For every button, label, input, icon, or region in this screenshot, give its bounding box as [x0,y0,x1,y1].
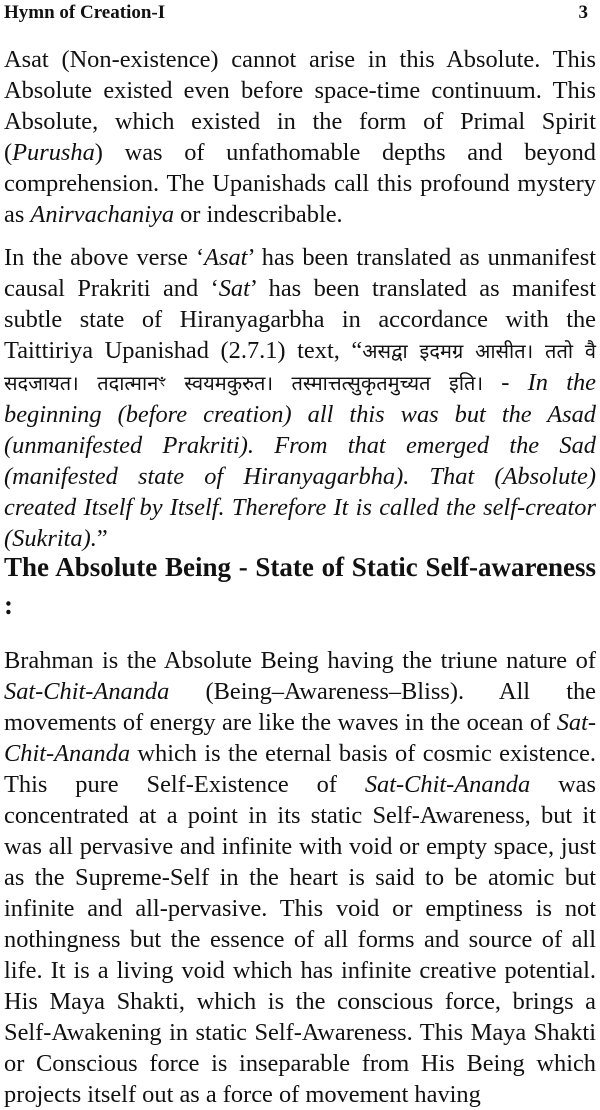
p3-text-3: which is the eternal basis of cosmic existence. This pure Self-Existence of [4,740,596,798]
p2-italic-asat: Asat [204,244,248,271]
p2-text-3: ’ has been translated as manifest subtle state of Hiranyagarbha in accordance with the Taittiriya Upanishad (2.7.1) text, “ [4,275,596,364]
p2-close-quote: ” [96,525,108,552]
running-head [4,2,596,26]
p3-italic-sat-chit-ananda-3: Sat-Chit-Ananda [364,771,531,798]
p1-italic-anirvachaniya: Anirvachaniya [30,201,175,228]
paragraph-asat-sat-translation [4,242,596,554]
sanskrit-quotation: असद्वा इदमग्र आसीत। ततो वै सदजायत। तदात्मानꣳ स्वयमकुरुत। तस्मात्तत्सुकृतमुच्यत इति। [4,339,596,395]
p1-text-3: or indescribable. [174,201,343,228]
chapter-title: Hymn of Creation-I [4,2,166,23]
page-number: 3 [578,2,588,23]
section-heading: The Absolute Being - State of Static Self-awareness : [4,552,596,620]
p1-italic-purusha: Purusha [12,139,95,166]
p2-italic-sat: Sat [218,275,250,302]
p3-text-1: Brahman is the Absolute Being having the triune nature of [4,647,596,674]
paragraph-absolute-existence [4,44,596,230]
p2-dash: - [483,369,528,396]
p3-text-2: (Being–Awareness–Bliss). All the movements of energy are like the waves in the ocean of [4,678,596,736]
p1-text-2: ) was of unfathomable depths and beyond comprehension. The Upanishads call this profound mystery as [4,139,596,228]
p3-italic-sat-chit-ananda-2: Sat-Chit-Ananda [4,709,596,767]
p2-italic-translation: In the beginning (before creation) all this was but the Asad (unmanifested Prakriti). From that emerged the Sad (manifested state of Hiranyagarbha). That (Absolute) created Itself by Itself. Therefore It is called the self-creator (Sukrita). [4,369,596,552]
paragraph-brahman [4,645,596,1110]
p2-text-1: In the above verse ‘ [4,244,205,271]
p3-italic-sat-chit-ananda-1: Sat-Chit-Ananda [4,678,170,705]
p3-text-4: was concentrated at a point in its static Self-Awareness, but it was all pervasive and infinite with void or empty space, just as the Supreme-Self in the heart is said to be atomic but infinite and all-pervasive. This void or emptiness is not nothingness but the essence of all forms and source of all life. It is a living void which has infinite creative potential. His Maya Shakti, which is the conscious force, brings a Self-Awakening in static Self-Awareness. This Maya Shakti or Conscious force is inseparable from His Being which projects itself out as a force of movement having [4,771,597,1108]
p1-text-1: Asat (Non-existence) cannot arise in this Absolute. This Absolute existed even before space-time continuum. This Absolute, which existed in the form of Primal Spirit ( [4,46,596,166]
p2-text-2: ’ has been translated as unmanifest causal Prakriti and ‘ [4,244,596,302]
